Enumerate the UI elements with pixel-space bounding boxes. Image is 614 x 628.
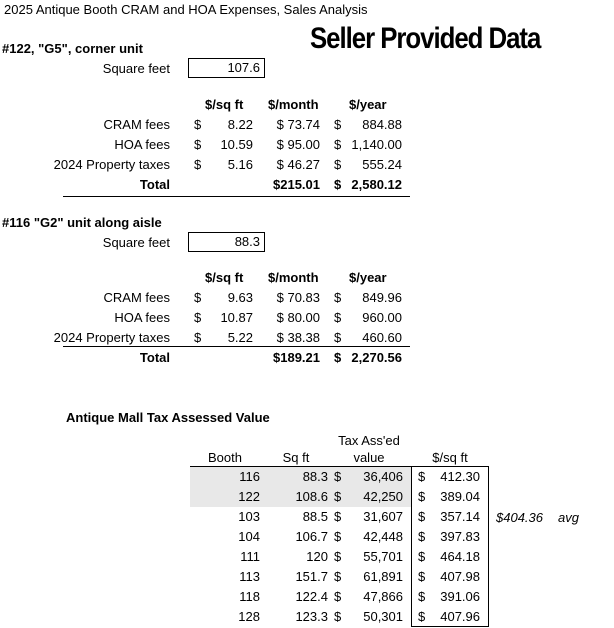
assessed-value: 50,301 — [363, 609, 403, 624]
value-per-sqft: 412.30 — [440, 469, 480, 484]
unit-122-heading: #122, "G5", corner unit — [2, 41, 143, 56]
per-sqft-dollar: $ — [418, 469, 426, 484]
assessed-value: 42,250 — [363, 489, 403, 504]
fee-year-dollar: $ — [334, 330, 342, 345]
fee-label: CRAM fees — [103, 290, 170, 305]
fee-per-sqft: 5.22 — [227, 330, 253, 345]
unit-122-total-year-dollar: $ — [334, 177, 342, 192]
booth-number: 104 — [238, 529, 260, 544]
booth-sqft: 108.6 — [295, 489, 328, 504]
fee-per-sqft: 10.59 — [220, 137, 253, 152]
booth-sqft: 151.7 — [295, 569, 328, 584]
fee-per-year: 1,140.00 — [351, 137, 402, 152]
unit-122-col-sqft: $/sq ft — [205, 97, 244, 112]
fee-per-month: $ 80.00 — [276, 310, 320, 325]
unit-122-total-label: Total — [139, 177, 170, 192]
unit-116-total-year: 2,270.56 — [351, 350, 402, 365]
per-sqft-dollar: $ — [418, 529, 426, 544]
value-dollar: $ — [334, 569, 342, 584]
fee-sqft-dollar: $ — [194, 310, 202, 325]
fee-per-month: $ 38.38 — [276, 330, 320, 345]
fee-per-year: 849.96 — [362, 290, 402, 305]
fee-sqft-dollar: $ — [194, 290, 202, 305]
assessed-value: 47,866 — [363, 589, 403, 604]
per-sqft-dollar: $ — [418, 609, 426, 624]
per-sqft-dollar: $ — [418, 569, 426, 584]
booth-sqft: 88.5 — [302, 509, 328, 524]
booth-number: 128 — [238, 609, 260, 624]
average-value: $404.36 — [496, 510, 543, 525]
unit-116-col-month: $/month — [268, 270, 319, 285]
fee-per-month: $ 95.00 — [276, 137, 320, 152]
assessed-value: 31,607 — [363, 509, 403, 524]
booth-sqft: 123.3 — [295, 609, 328, 624]
unit-122-total-month: $215.01 — [273, 177, 320, 192]
fee-year-dollar: $ — [334, 157, 342, 172]
mall-col-value-line2: value — [353, 450, 385, 465]
fee-per-sqft: 5.16 — [227, 157, 253, 172]
value-per-sqft: 357.14 — [440, 509, 480, 524]
booth-number: 111 — [240, 549, 260, 564]
unit-122-col-month: $/month — [268, 97, 319, 112]
mall-col-value-line1: Tax Ass'ed — [338, 433, 400, 448]
unit-116-total-month: $189.21 — [273, 350, 320, 365]
booth-number: 113 — [239, 569, 260, 584]
unit-122-total-rule — [63, 196, 410, 197]
fee-sqft-dollar: $ — [194, 330, 202, 345]
booth-sqft: 106.7 — [295, 529, 328, 544]
fee-label: CRAM fees — [103, 117, 170, 132]
mall-bottom-rule — [411, 626, 488, 627]
unit-116-sqft-value: 88.3 — [234, 234, 260, 249]
fee-label: 2024 Property taxes — [53, 157, 170, 172]
value-per-sqft: 389.04 — [440, 489, 480, 504]
document-title: 2025 Antique Booth CRAM and HOA Expenses, Sales Analysis — [4, 2, 368, 17]
unit-116-total-year-dollar: $ — [334, 350, 342, 365]
mall-col-sqft: Sq ft — [282, 450, 310, 465]
fee-per-year: 960.00 — [362, 310, 402, 325]
average-label: avg — [558, 510, 579, 525]
value-dollar: $ — [334, 529, 342, 544]
mall-col-per-sqft: $/sq ft — [432, 450, 468, 465]
value-dollar: $ — [334, 509, 342, 524]
value-dollar: $ — [334, 549, 342, 564]
unit-116-total-label: Total — [139, 350, 170, 365]
fee-label: 2024 Property taxes — [53, 330, 170, 345]
value-per-sqft: 407.96 — [440, 609, 480, 624]
per-sqft-dollar: $ — [418, 589, 426, 604]
value-per-sqft: 464.18 — [440, 549, 480, 564]
fee-label: HOA fees — [114, 310, 170, 325]
fee-year-dollar: $ — [334, 117, 342, 132]
assessed-value: 36,406 — [363, 469, 403, 484]
fee-year-dollar: $ — [334, 310, 342, 325]
booth-sqft: 122.4 — [295, 589, 328, 604]
unit-116-heading: #116 "G2" unit along aisle — [2, 215, 162, 230]
unit-116-sqft-label: Square feet — [102, 235, 170, 250]
fee-year-dollar: $ — [334, 290, 342, 305]
booth-number: 118 — [239, 589, 260, 604]
fee-per-month: $ 73.74 — [276, 117, 320, 132]
booth-number: 103 — [238, 509, 260, 524]
value-dollar: $ — [334, 469, 342, 484]
value-per-sqft: 397.83 — [440, 529, 480, 544]
booth-number: 116 — [239, 469, 260, 484]
unit-122-total-year: 2,580.12 — [351, 177, 402, 192]
fee-per-year: 555.24 — [362, 157, 402, 172]
value-dollar: $ — [334, 489, 342, 504]
fee-per-month: $ 46.27 — [276, 157, 320, 172]
unit-116-col-sqft: $/sq ft — [205, 270, 244, 285]
fee-per-year: 460.60 — [362, 330, 402, 345]
mall-left-rule — [411, 467, 412, 627]
fee-per-sqft: 8.22 — [227, 117, 253, 132]
value-per-sqft: 391.06 — [440, 589, 480, 604]
unit-116-col-year: $/year — [349, 270, 387, 285]
fee-per-sqft: 10.87 — [220, 310, 253, 325]
mall-header-rule — [190, 466, 489, 467]
fee-year-dollar: $ — [334, 137, 342, 152]
unit-116-total-rule — [63, 346, 410, 347]
value-dollar: $ — [334, 589, 342, 604]
mall-col-booth: Booth — [208, 450, 242, 465]
booth-number: 122 — [238, 489, 260, 504]
unit-122-col-year: $/year — [349, 97, 387, 112]
fee-per-year: 884.88 — [362, 117, 402, 132]
booth-sqft: 88.3 — [302, 469, 328, 484]
fee-per-month: $ 70.83 — [276, 290, 320, 305]
per-sqft-dollar: $ — [418, 509, 426, 524]
fee-sqft-dollar: $ — [194, 137, 202, 152]
per-sqft-dollar: $ — [418, 549, 426, 564]
assessed-value: 55,701 — [363, 549, 403, 564]
fee-sqft-dollar: $ — [194, 157, 202, 172]
value-dollar: $ — [334, 609, 342, 624]
fee-per-sqft: 9.63 — [227, 290, 253, 305]
seller-provided-banner: Seller Provided Data — [310, 22, 541, 55]
value-per-sqft: 407.98 — [440, 569, 480, 584]
fee-sqft-dollar: $ — [194, 117, 202, 132]
booth-sqft: 120 — [306, 549, 328, 564]
unit-122-sqft-value: 107.6 — [227, 60, 260, 75]
assessed-value: 61,891 — [363, 569, 403, 584]
unit-122-sqft-label: Square feet — [102, 61, 170, 76]
mall-right-rule — [488, 467, 489, 627]
per-sqft-dollar: $ — [418, 489, 426, 504]
mall-heading: Antique Mall Tax Assessed Value — [66, 410, 270, 425]
fee-label: HOA fees — [114, 137, 170, 152]
assessed-value: 42,448 — [363, 529, 403, 544]
